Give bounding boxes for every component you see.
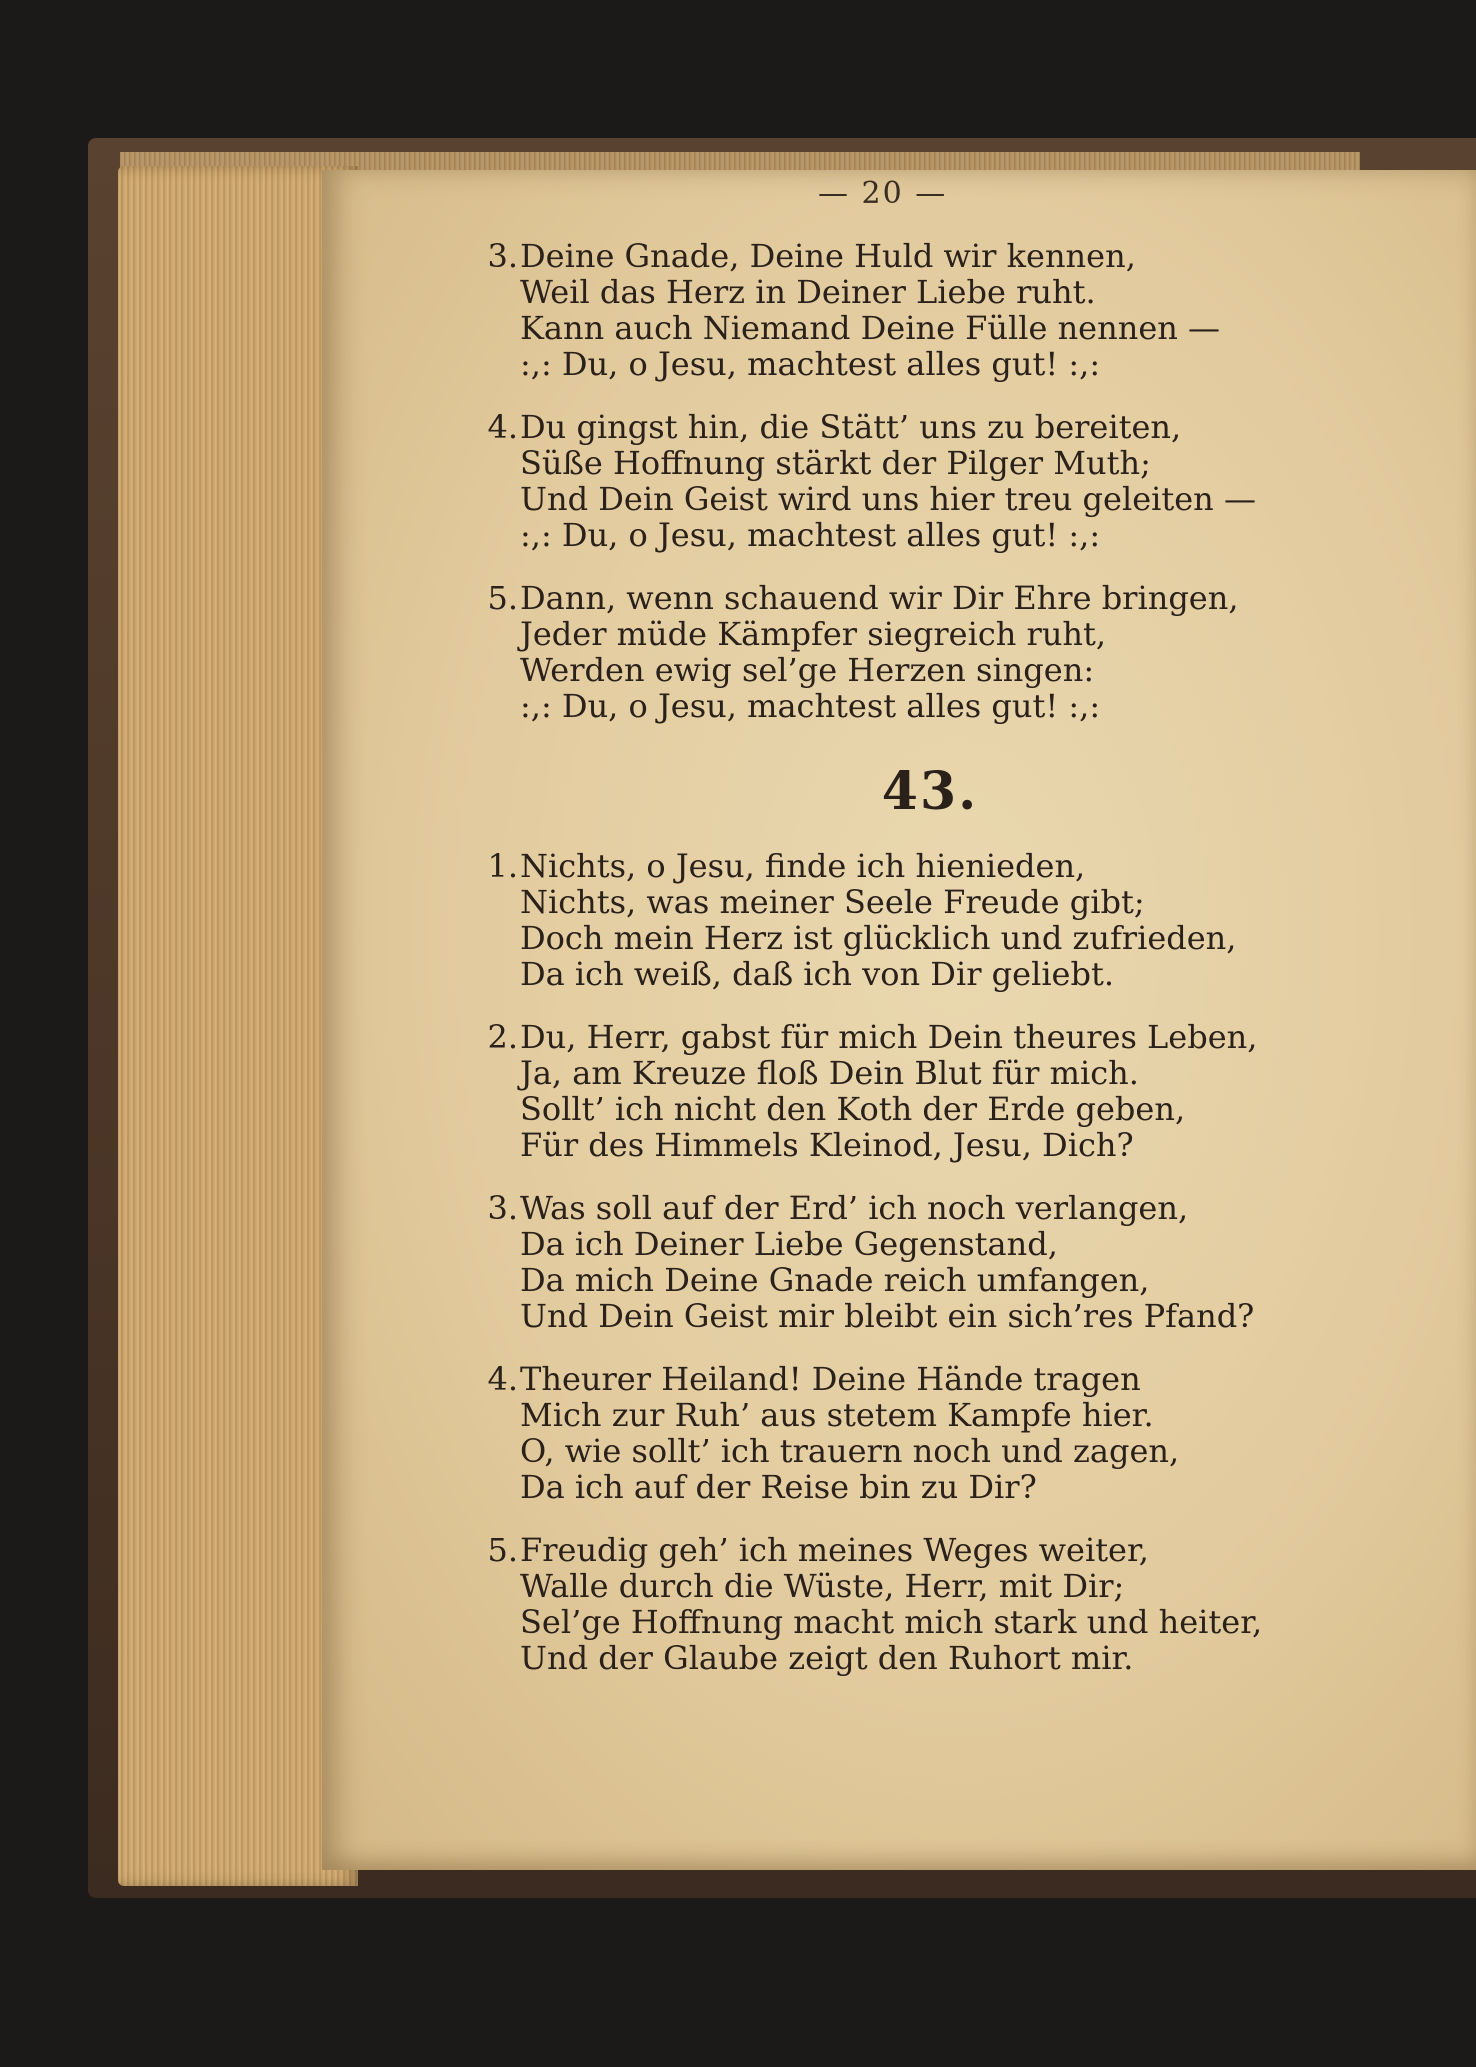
verse-line: Nichts, o Jesu, finde ich hienieden, xyxy=(520,847,1086,885)
verse xyxy=(487,237,1340,383)
page-text xyxy=(487,237,1340,1703)
verse-line: Weil das Herz in Deiner Liebe ruht. xyxy=(520,273,1096,311)
verse-line: Nichts, was meiner Seele Freude gibt; xyxy=(520,883,1145,921)
verse-line: Kann auch Niemand Deine Fülle nennen — xyxy=(520,309,1221,347)
verse xyxy=(487,1360,1340,1506)
hymn-number: 43. xyxy=(881,761,979,822)
verse-line: Süße Hoffnung stärkt der Pilger Muth; xyxy=(520,444,1151,482)
verse-line: Sel’ge Hoffnung macht mich stark und heiter, xyxy=(520,1603,1263,1641)
verse-number: 4. xyxy=(487,408,518,446)
verse-number: 2. xyxy=(487,1018,518,1056)
verse-number: 5. xyxy=(487,579,518,617)
verse-line: Mich zur Ruh’ aus stetem Kampfe hier. xyxy=(520,1396,1154,1434)
verse-line: Freudig geh’ ich meines Weges weiter, xyxy=(520,1531,1149,1569)
verse-line: :,: Du, o Jesu, machtest alles gut! :,: xyxy=(520,345,1101,383)
verse-line: Sollt’ ich nicht den Koth der Erde geben, xyxy=(520,1090,1186,1128)
verse-number: 3. xyxy=(487,237,518,275)
verse xyxy=(487,579,1340,725)
verse-line: Du gingst hin, die Stätt’ uns zu bereiten, xyxy=(520,408,1182,446)
verse-number: 3. xyxy=(487,1189,518,1227)
verse-line: Jeder müde Kämpfer siegreich ruht, xyxy=(520,615,1107,653)
verse-number: 4. xyxy=(487,1360,518,1398)
verse-line: Walle durch die Wüste, Herr, mit Dir; xyxy=(520,1567,1125,1605)
verse-line: Du, Herr, gabst für mich Dein theures Leben, xyxy=(520,1018,1258,1056)
verse-line: Deine Gnade, Deine Huld wir kennen, xyxy=(520,237,1136,275)
verse-line: :,: Du, o Jesu, machtest alles gut! :,: xyxy=(520,687,1101,725)
verse-line: Und Dein Geist mir bleibt ein sich’res Pfand? xyxy=(520,1297,1255,1335)
verse-line: Für des Himmels Kleinod, Jesu, Dich? xyxy=(520,1126,1134,1164)
verse xyxy=(487,1189,1340,1335)
page-number: — 20 — xyxy=(818,176,948,211)
verse-line: Da ich weiß, daß ich von Dir geliebt. xyxy=(520,955,1114,993)
verse-line: :,: Du, o Jesu, machtest alles gut! :,: xyxy=(520,516,1101,554)
verse xyxy=(487,847,1340,993)
verse-line: O, wie sollt’ ich trauern noch und zagen, xyxy=(520,1432,1180,1470)
verse-line: Und Dein Geist wird uns hier treu geleiten — xyxy=(520,480,1256,518)
verse-line: Da ich Deiner Liebe Gegenstand, xyxy=(520,1225,1058,1263)
verse-line: Werden ewig sel’ge Herzen singen: xyxy=(520,651,1095,689)
previous-hymn xyxy=(487,237,1340,725)
verse xyxy=(487,408,1340,554)
verse-line: Was soll auf der Erd’ ich noch verlangen, xyxy=(520,1189,1189,1227)
verse-line: Da ich auf der Reise bin zu Dir? xyxy=(520,1468,1037,1506)
hymn xyxy=(487,847,1340,1677)
verse-number: 1. xyxy=(487,847,518,885)
verse-line: Ja, am Kreuze floß Dein Blut für mich. xyxy=(520,1054,1139,1092)
verse xyxy=(487,1018,1340,1164)
verse-line: Dann, wenn schauend wir Dir Ehre bringen, xyxy=(520,579,1239,617)
verse-line: Da mich Deine Gnade reich umfangen, xyxy=(520,1261,1150,1299)
verse-line: Doch mein Herz ist glücklich und zufrieden, xyxy=(520,919,1237,957)
verse-number: 5. xyxy=(487,1531,518,1569)
verse xyxy=(487,1531,1340,1677)
verse-line: Und der Glaube zeigt den Ruhort mir. xyxy=(520,1639,1134,1677)
verse-line: Theurer Heiland! Deine Hände tragen xyxy=(520,1360,1141,1398)
